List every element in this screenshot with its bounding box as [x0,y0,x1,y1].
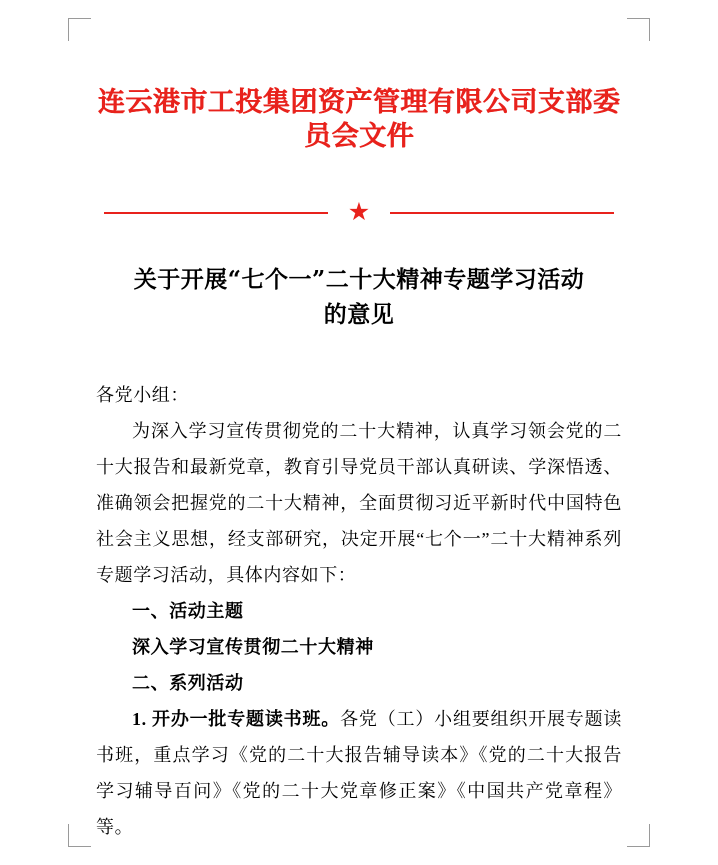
section-heading-one: 一、活动主题 [132,600,244,621]
crop-mark-top-left [68,18,91,41]
item-one-paragraph [96,701,622,845]
document-title-line-2: 的意见 [323,301,395,329]
red-divider-rule [96,198,622,226]
crop-mark-top-right [627,18,650,41]
salutation: 各党小组： [96,384,189,405]
divider-line-right [390,212,614,214]
section-heading-two: 二、系列活动 [132,672,244,693]
crop-mark-bottom-right [627,824,650,847]
intro-paragraph: 为深入学习宣传贯彻党的二十大精神，认真学习领会党的二十大报告和最新党章，教育引导党员干部认真研读、学深悟透、准确领会把握党的二十大精神，全面贯彻习近平新时代中国特色社会主义思想，经支部研究，决定开展“七个一”二十大精神系列专题学习活动，具体内容如下： [96,420,622,585]
document-title [96,262,622,333]
divider-line-left [104,212,328,214]
document-title-line-1: 关于开展“七个一”二十大精神专题学习活动 [133,265,585,293]
document-header-title: 连云港市工投集团资产管理有限公司支部委员会文件 [97,87,621,152]
item-one-lead: 1. 开办一批专题读书班。 [132,708,341,729]
crop-mark-bottom-left [68,824,91,847]
activity-theme-text: 深入学习宣传贯彻二十大精神 [132,636,374,657]
document-content [96,40,622,845]
item-one-body: 各党（工）小组要组织开展专题读书班，重点学习《党的二十大报告辅导读本》《党的二十大报告学习辅导百问》《党的二十大党章修正案》《中国共产党章程》等。 [96,708,622,837]
document-body [96,377,622,845]
red-star-icon: ★ [347,198,371,226]
